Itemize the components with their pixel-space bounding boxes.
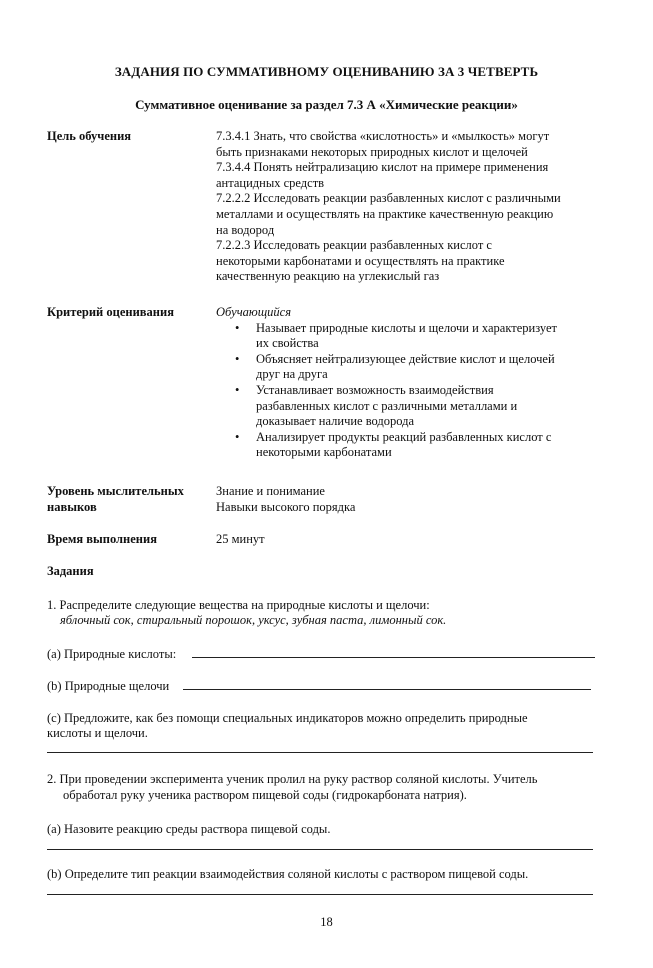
question-2b-label: (b) Определите тип реакции взаимодействия соляной кислоты с раствором пищевой соды. — [47, 867, 529, 881]
question-1c-line: (c) Предложите, как без помощи специальных индикаторов можно определить природные — [47, 711, 528, 725]
criteria-item-line: их свойства — [256, 336, 319, 351]
criteria-label: Критерий оценивания — [47, 305, 174, 319]
objective-line: некоторыми карбонатами и осуществлять на практике — [216, 253, 505, 268]
levels-value-line: Навыки высокого порядка — [216, 499, 356, 514]
criteria-item-line: разбавленных кислот с различными металлами и — [256, 398, 518, 413]
criteria-intro: Обучающийся — [216, 305, 292, 319]
question-2a-label: (a) Назовите реакцию среды раствора пищевой соды. — [47, 822, 331, 836]
answer-line-1a[interactable] — [192, 657, 595, 658]
criteria-item-line: доказывает наличие водорода — [256, 414, 415, 429]
question-2-line: 2. При проведении эксперимента ученик пролил на руку раствор соляной кислоты. Учитель — [47, 772, 538, 786]
answer-line-2a[interactable] — [47, 849, 593, 850]
question-1-text: 1. Распределите следующие вещества на природные кислоты и щелочи: — [47, 598, 430, 612]
levels-value-line: Знание и понимание — [216, 484, 325, 498]
criteria-content — [216, 305, 606, 461]
criteria-item-line: друг на друга — [256, 367, 328, 382]
page-number: 18 — [320, 915, 333, 929]
question-1-items: яблочный сок, стиральный порошок, уксус, зубная паста, лимонный сок. — [60, 613, 447, 627]
question-1a-label: (a) Природные кислоты: — [47, 647, 177, 661]
tasks-heading: Задания — [47, 564, 94, 578]
levels-label-line: Уровень мыслительных — [47, 484, 184, 498]
objectives-label: Цель обучения — [47, 129, 132, 143]
criteria-item-line: • Объясняет нейтрализующее действие кислот и щелочей — [256, 351, 555, 366]
criteria-item-line: • Устанавливает возможность взаимодействия — [256, 382, 494, 397]
page-subtitle: Суммативное оценивание за раздел 7.3 А «Химические реакции» — [135, 97, 518, 112]
objective-line: 7.3.4.4 Понять нейтрализацию кислот на примере применения — [216, 160, 549, 175]
objective-line: на водород — [216, 222, 275, 237]
question-2-line: обработал руку ученика раствором пищевой соды (гидрокарбоната натрия). — [63, 788, 467, 802]
criteria-item — [216, 383, 606, 430]
objectives-list — [216, 129, 606, 285]
answer-line-2b[interactable] — [47, 894, 593, 895]
objective-line: металлами и осуществлять на практике качественную реакцию — [216, 206, 554, 221]
objective-line: антацидных средств — [216, 175, 325, 190]
criteria-item-line: • Называет природные кислоты и щелочи и характеризует — [256, 320, 557, 335]
criteria-item-line: • Анализирует продукты реакций разбавленных кислот с — [256, 429, 552, 444]
criteria-item — [216, 352, 606, 383]
criteria-item-line: некоторыми карбонатами — [256, 445, 392, 460]
time-label: Время выполнения — [47, 532, 157, 546]
question-1c-line: кислоты и щелочи. — [47, 726, 148, 740]
objective-line: 7.3.4.1 Знать, что свойства «кислотность» и «мылкость» могут — [216, 129, 550, 143]
answer-line-1b[interactable] — [183, 689, 591, 690]
objective-line: 7.2.2.3 Исследовать реакции разбавленных кислот с — [216, 238, 492, 253]
levels-label-line: навыков — [47, 499, 97, 514]
answer-line-1c[interactable] — [47, 752, 593, 753]
page-title: ЗАДАНИЯ ПО СУММАТИВНОМУ ОЦЕНИВАНИЮ ЗА 3 ЧЕТВЕРТЬ — [114, 64, 539, 79]
objective-line: быть признаками некоторых природных кислот и щелочей — [216, 144, 528, 159]
criteria-item — [216, 321, 606, 352]
criteria-list — [216, 321, 606, 461]
levels-label — [47, 484, 212, 515]
time-value: 25 минут — [216, 532, 265, 546]
question-1b-label: (b) Природные щелочи — [47, 679, 170, 693]
objective-line: 7.2.2.2 Исследовать реакции разбавленных кислот с различными — [216, 191, 561, 206]
criteria-item — [216, 430, 606, 461]
objective-line: качественную реакцию на углекислый газ — [216, 269, 440, 284]
levels-value — [216, 484, 606, 515]
